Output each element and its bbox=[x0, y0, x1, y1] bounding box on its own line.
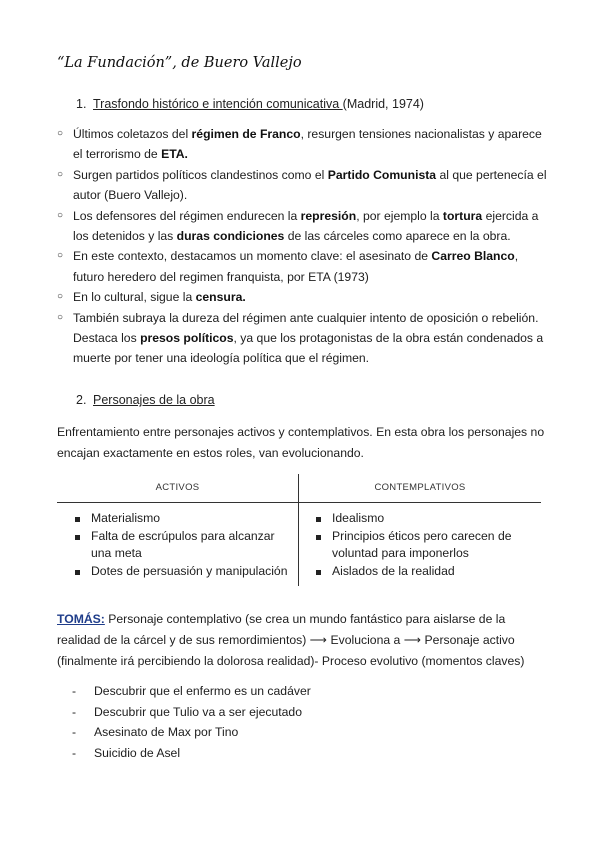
activos-item bbox=[67, 510, 297, 528]
tomas-text: Personaje contemplativo (se crea un mundo fantástico para aislarse de la realidad de la cárcel y de sus remordimientos) ⟶ Evoluciona a ⟶ Personaje activo (finalmente irá percibiendo la dolorosa realidad)- Proceso evolutivo (momentos claves) bbox=[57, 612, 525, 668]
contemplativos-list bbox=[308, 510, 538, 580]
tomas-paragraph bbox=[57, 609, 547, 672]
contemplativos-item-text: Idealismo bbox=[332, 511, 385, 525]
section-1-heading-rest: (Madrid, 1974) bbox=[342, 97, 424, 111]
bold-text: duras condiciones bbox=[176, 229, 285, 244]
activos-item-text: Materialismo bbox=[91, 511, 161, 525]
section-2-intro: Enfrentamiento entre personajes activos y contemplativos. En esta obra los personajes no encajan exactamente en estos roles, van evolucionando. bbox=[57, 425, 545, 460]
context-bullet-item bbox=[57, 246, 547, 287]
key-moment-text: Suicidio de Asel bbox=[94, 745, 181, 760]
context-bullet-item bbox=[57, 124, 547, 165]
context-bullet-item bbox=[57, 308, 547, 369]
bold-text: Carreo Blanco bbox=[431, 249, 515, 264]
contemplativos-item-text: Aislados de la realidad bbox=[332, 563, 455, 578]
activos-list bbox=[67, 510, 297, 580]
bold-text: tortura bbox=[442, 208, 483, 223]
bold-text: Partido Comunista bbox=[327, 167, 437, 182]
activos-item bbox=[67, 563, 297, 581]
square-bullet-icon bbox=[75, 517, 80, 522]
text-segment: de las cárceles como aparece en la obra. bbox=[284, 229, 511, 244]
text-segment: En este contexto, destacamos un momento clave: el asesinato de bbox=[73, 249, 432, 264]
contemplativos-item bbox=[308, 510, 538, 528]
contemplativos-item-text: Principios éticos pero carecen de voluntad para imponerlos bbox=[332, 528, 512, 560]
key-moment-text: Descubrir que Tulio va a ser ejecutado bbox=[94, 704, 302, 719]
key-moment-text: Descubrir que el enfermo es un cadáver bbox=[94, 684, 311, 698]
key-moments-list bbox=[72, 681, 311, 763]
key-moment-item bbox=[72, 681, 311, 702]
key-moment-item bbox=[72, 702, 311, 723]
text-segment: Los defensores del régimen endurecen la bbox=[73, 208, 301, 223]
key-moment-item bbox=[72, 743, 311, 764]
document-title: “La Fundación”, de Buero Vallejo bbox=[57, 55, 302, 71]
square-bullet-icon bbox=[316, 570, 321, 575]
tomas-label: TOMÁS: bbox=[57, 612, 105, 626]
text-segment: ejercida a los detenidos y las bbox=[73, 208, 539, 244]
text-segment: Surgen partidos políticos clandestinos como el bbox=[73, 167, 328, 182]
bold-text: censura. bbox=[195, 290, 246, 305]
table-header-contemplativos: CONTEMPLATIVOS bbox=[374, 482, 466, 493]
context-bullet-item bbox=[57, 287, 547, 307]
key-moment-text: Asesinato de Max por Tino bbox=[94, 725, 239, 740]
key-moment-item bbox=[72, 722, 311, 743]
dash-bullet-icon: - bbox=[72, 745, 77, 760]
text-segment: , resurgen tensiones nacionalistas y aparece el terrorismo de bbox=[73, 127, 542, 162]
section-1-heading-underlined: Trasfondo histórico e intención comunicativa bbox=[93, 97, 343, 111]
section-1-heading bbox=[76, 97, 424, 111]
table-divider-horizontal bbox=[57, 502, 541, 503]
bold-text: represión bbox=[300, 208, 357, 223]
contemplativos-item bbox=[308, 528, 538, 563]
circle-bullet-icon: ○ bbox=[57, 291, 64, 303]
section-2-number: 2. bbox=[76, 393, 87, 407]
text-segment: al que pertenecía el autor (Buero Vallejo). bbox=[73, 167, 547, 203]
context-bullet-item bbox=[57, 165, 547, 206]
dash-bullet-icon: - bbox=[72, 704, 77, 719]
section-2-heading bbox=[76, 393, 215, 407]
contemplativos-item bbox=[308, 563, 538, 581]
activos-item-text: Falta de escrúpulos para alcanzar una meta bbox=[91, 528, 275, 560]
text-segment: Últimos coletazos del bbox=[73, 127, 192, 141]
circle-bullet-icon: ○ bbox=[57, 311, 64, 323]
context-bullet-item bbox=[57, 206, 547, 247]
characters-table bbox=[57, 474, 541, 586]
bold-text: ETA. bbox=[161, 147, 188, 162]
circle-bullet-icon: ○ bbox=[57, 168, 64, 180]
square-bullet-icon bbox=[75, 570, 80, 575]
table-header-activos: ACTIVOS bbox=[155, 482, 200, 493]
square-bullet-icon bbox=[316, 517, 321, 522]
circle-bullet-icon: ○ bbox=[57, 128, 64, 139]
square-bullet-icon bbox=[316, 535, 321, 540]
activos-item-text: Dotes de persuasión y manipulación bbox=[91, 563, 288, 578]
bold-text: régimen de Franco bbox=[191, 127, 301, 141]
table-divider-vertical bbox=[298, 474, 299, 586]
bold-text: presos políticos bbox=[140, 331, 234, 346]
text-segment: , por ejemplo la bbox=[356, 208, 443, 223]
square-bullet-icon bbox=[75, 535, 80, 540]
text-segment: , futuro heredero del regimen franquista, por ETA (1973) bbox=[73, 249, 519, 284]
dash-bullet-icon: - bbox=[72, 684, 77, 698]
circle-bullet-icon: ○ bbox=[57, 209, 64, 221]
text-segment: También subraya la dureza del régimen ante cualquier intento de oposición o rebelión. Destaca los bbox=[73, 310, 539, 346]
section-2-heading-underlined: Personajes de la obra bbox=[93, 393, 215, 407]
activos-item bbox=[67, 528, 297, 563]
dash-bullet-icon: - bbox=[72, 725, 77, 740]
circle-bullet-icon: ○ bbox=[57, 250, 64, 262]
section-1-number: 1. bbox=[76, 97, 87, 111]
text-segment: En lo cultural, sigue la bbox=[73, 290, 196, 305]
context-bullet-list bbox=[57, 124, 547, 369]
text-segment: , ya que los protagonistas de la obra están condenados a muerte por tener una ideología política que el régimen. bbox=[73, 331, 544, 366]
